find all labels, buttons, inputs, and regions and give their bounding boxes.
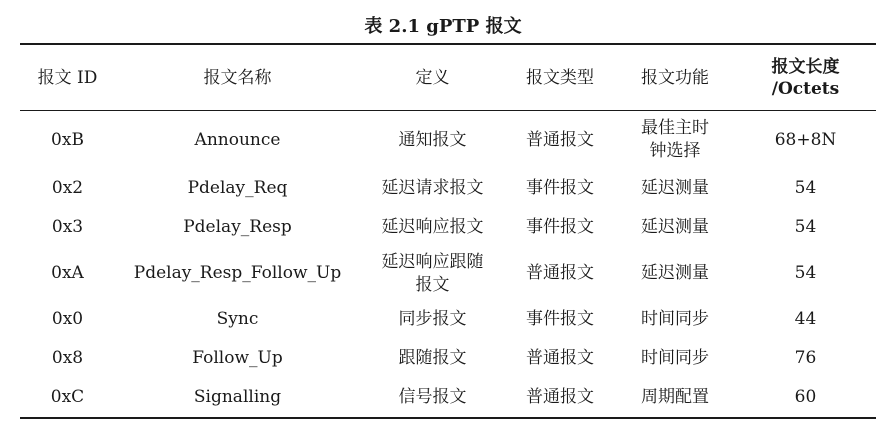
cell-message-name: Pdelay_Req [187,178,288,198]
cell-message-function: 时间同步 [641,309,709,329]
cell-message-function: 时间同步 [641,348,709,368]
cell-message-length: 54 [794,178,817,198]
header-message-name: 报文名称 [203,67,272,88]
table-row [20,378,876,418]
cell-message-name: Signalling [193,387,282,407]
cell-message-length: 44 [794,309,817,329]
cell-message-id: 0xA [51,263,84,283]
cell-message-type: 事件报文 [526,217,594,237]
cell-message-name: Pdelay_Resp [183,217,292,237]
cell-message-function: 延迟测量 [641,217,709,237]
cell-definition-line1: 延迟响应跟随 [381,251,484,272]
header-message-id: 报文 ID [37,67,98,88]
cell-definition [360,247,505,300]
header-message-length [735,44,876,111]
cell-message-id: 0x0 [51,309,84,329]
cell-message-length: 54 [794,217,817,237]
cell-definition: 跟随报文 [398,348,467,368]
table-row [20,247,876,300]
cell-definition: 通知报文 [398,129,467,150]
cell-message-name: Sync [216,309,259,329]
table-row [20,339,876,378]
cell-definition: 同步报文 [398,309,467,329]
cell-message-type: 事件报文 [526,178,594,198]
header-message-function: 报文功能 [641,67,709,88]
cell-message-id: 0x8 [51,348,84,368]
cell-message-function: 延迟测量 [641,178,709,198]
cell-message-function: 周期配置 [641,387,709,407]
cell-message-id: 0xB [51,129,84,150]
gptp-message-table [20,43,876,419]
cell-message-length: 60 [794,387,817,407]
cell-message-length: 68+8N [774,129,837,150]
cell-message-id: 0x3 [51,217,84,237]
cell-message-length: 76 [794,348,817,368]
table-caption: 表 2.1 gPTP 报文 [364,16,522,37]
header-message-type: 报文类型 [526,67,594,88]
cell-message-id: 0xC [50,387,85,407]
cell-message-type: 事件报文 [526,309,594,329]
table-row [20,208,876,247]
table-row [20,169,876,208]
header-length-line2: /Octets [771,78,840,99]
cell-function-line1: 最佳主时 [641,118,709,138]
cell-definition-line2: 报文 [415,274,450,295]
cell-message-type: 普通报文 [526,387,594,407]
table-row [20,300,876,339]
cell-message-name: Follow_Up [192,348,283,368]
table-row [20,111,876,170]
cell-definition: 延迟响应报文 [381,217,484,237]
cell-message-name: Announce [194,129,281,150]
cell-message-type: 普通报文 [526,129,594,150]
cell-message-name: Pdelay_Resp_Follow_Up [133,263,342,283]
table-header-row [20,44,876,111]
header-definition: 定义 [415,67,450,88]
cell-function-line2: 钟选择 [649,141,701,161]
cell-message-type: 普通报文 [526,348,594,368]
cell-message-function [615,111,735,170]
cell-message-function: 延迟测量 [641,263,709,283]
cell-message-length: 54 [794,263,817,283]
cell-message-type: 普通报文 [526,263,594,283]
cell-definition: 信号报文 [398,387,467,407]
cell-definition: 延迟请求报文 [381,178,484,198]
cell-message-id: 0x2 [51,178,84,198]
header-length-line1: 报文长度 [771,56,840,77]
